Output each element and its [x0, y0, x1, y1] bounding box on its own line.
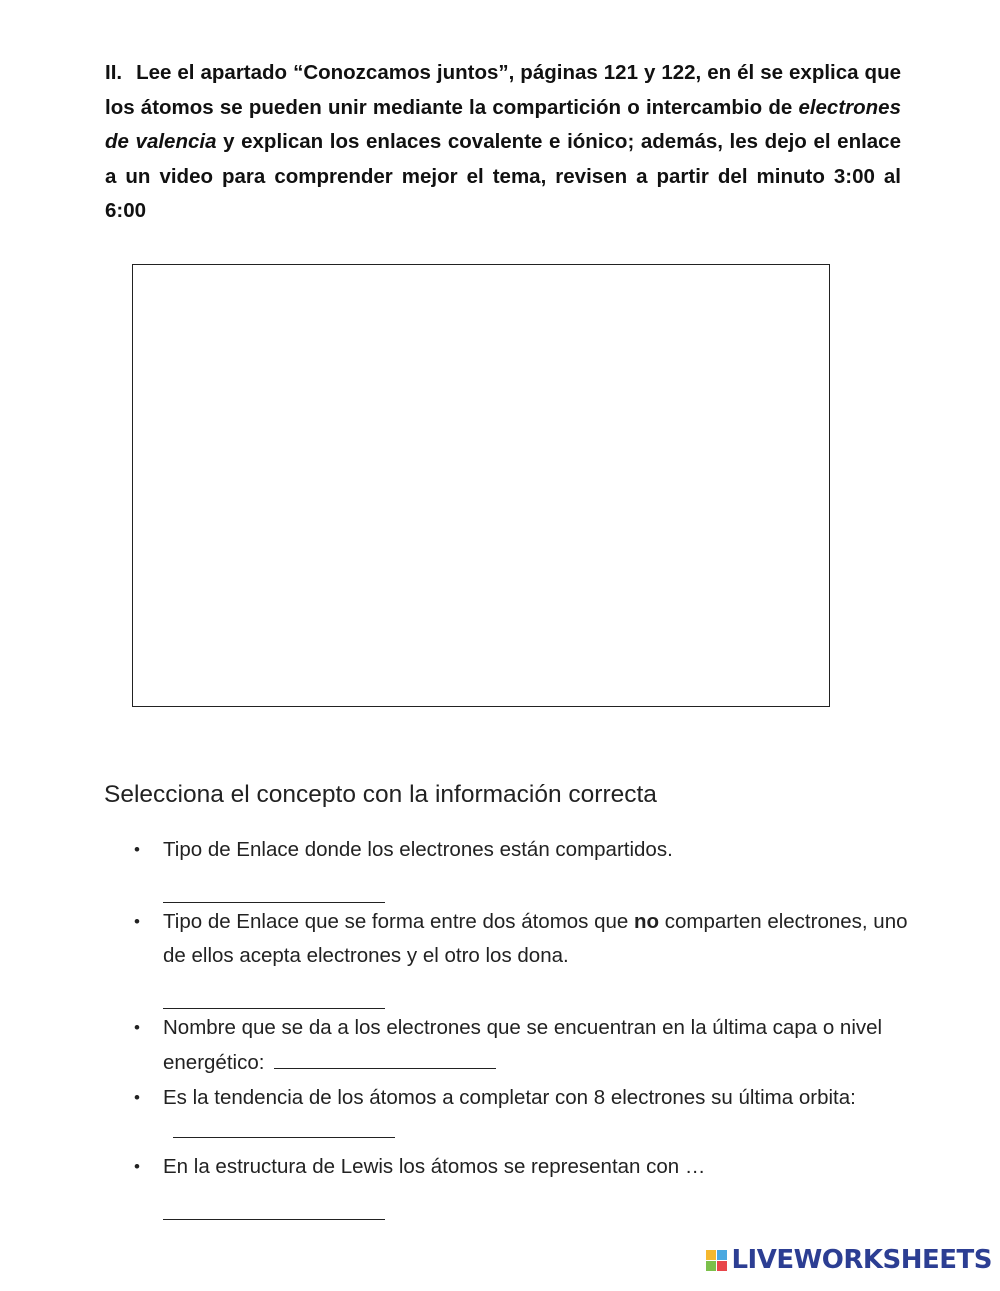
bullet-icon: •: [134, 911, 140, 931]
bullet-icon: •: [134, 1087, 140, 1107]
answer-blank-3[interactable]: [274, 1046, 496, 1069]
exercise-heading: Selecciona el concepto con la información correcta: [104, 781, 657, 808]
question-item-4: [130, 1081, 910, 1150]
logo-square: [706, 1261, 716, 1271]
answer-blank-2[interactable]: [163, 986, 385, 1009]
question-text-2a: Tipo de Enlace que se forma entre dos átomos que: [163, 909, 635, 933]
answer-blank-5[interactable]: [163, 1197, 385, 1220]
question-text-2b: comparten electrones, uno de ellos acepta electrones y el otro los dona.: [163, 909, 908, 968]
answer-blank-1[interactable]: [163, 880, 385, 903]
video-embed-frame[interactable]: [132, 264, 830, 707]
question-text-5: En la estructura de Lewis los átomos se representan con …: [163, 1154, 706, 1178]
logo-square: [717, 1261, 727, 1271]
bullet-icon: •: [134, 840, 140, 859]
question-item-1: [130, 833, 910, 903]
question-list: [130, 833, 910, 1220]
question-item-3: [130, 1011, 910, 1080]
answer-blank-4[interactable]: [173, 1115, 395, 1138]
logo-mark-icon: [706, 1250, 727, 1271]
instructions-paragraph: [105, 56, 901, 229]
bullet-icon: •: [134, 1018, 140, 1038]
logo-text: LIVEWORKSHEETS: [731, 1245, 992, 1275]
liveworksheets-logo: [706, 1245, 992, 1275]
bullet-icon: •: [134, 1156, 140, 1176]
instructions-text-1: Lee el apartado “Conozcamos juntos”, páginas 121 y 122, en él se explica que los átomos se pueden unir mediante la compartición o intercambio de: [105, 61, 901, 119]
question-item-5: [130, 1150, 910, 1220]
question-text-2-bold: no: [634, 909, 660, 933]
question-text-4: Es la tendencia de los átomos a completar con 8 electrones su última orbita:: [163, 1085, 856, 1109]
logo-square: [706, 1250, 716, 1260]
question-item-2: [130, 905, 910, 1009]
logo-square: [717, 1250, 727, 1260]
section-number: II.: [105, 61, 123, 84]
instructions-text-2: y explican los enlaces covalente e iónico; además, les dejo el enlace a un video para comprender mejor el tema, revisen a partir del minuto 3:00 al 6:00: [105, 130, 901, 223]
question-text-1: Tipo de Enlace donde los electrones están compartidos.: [163, 838, 673, 861]
instructions-emphasis: electrones de valencia: [105, 95, 901, 154]
question-text-3: Nombre que se da a los electrones que se encuentran en la última capa o nivel energético:: [163, 1016, 883, 1074]
